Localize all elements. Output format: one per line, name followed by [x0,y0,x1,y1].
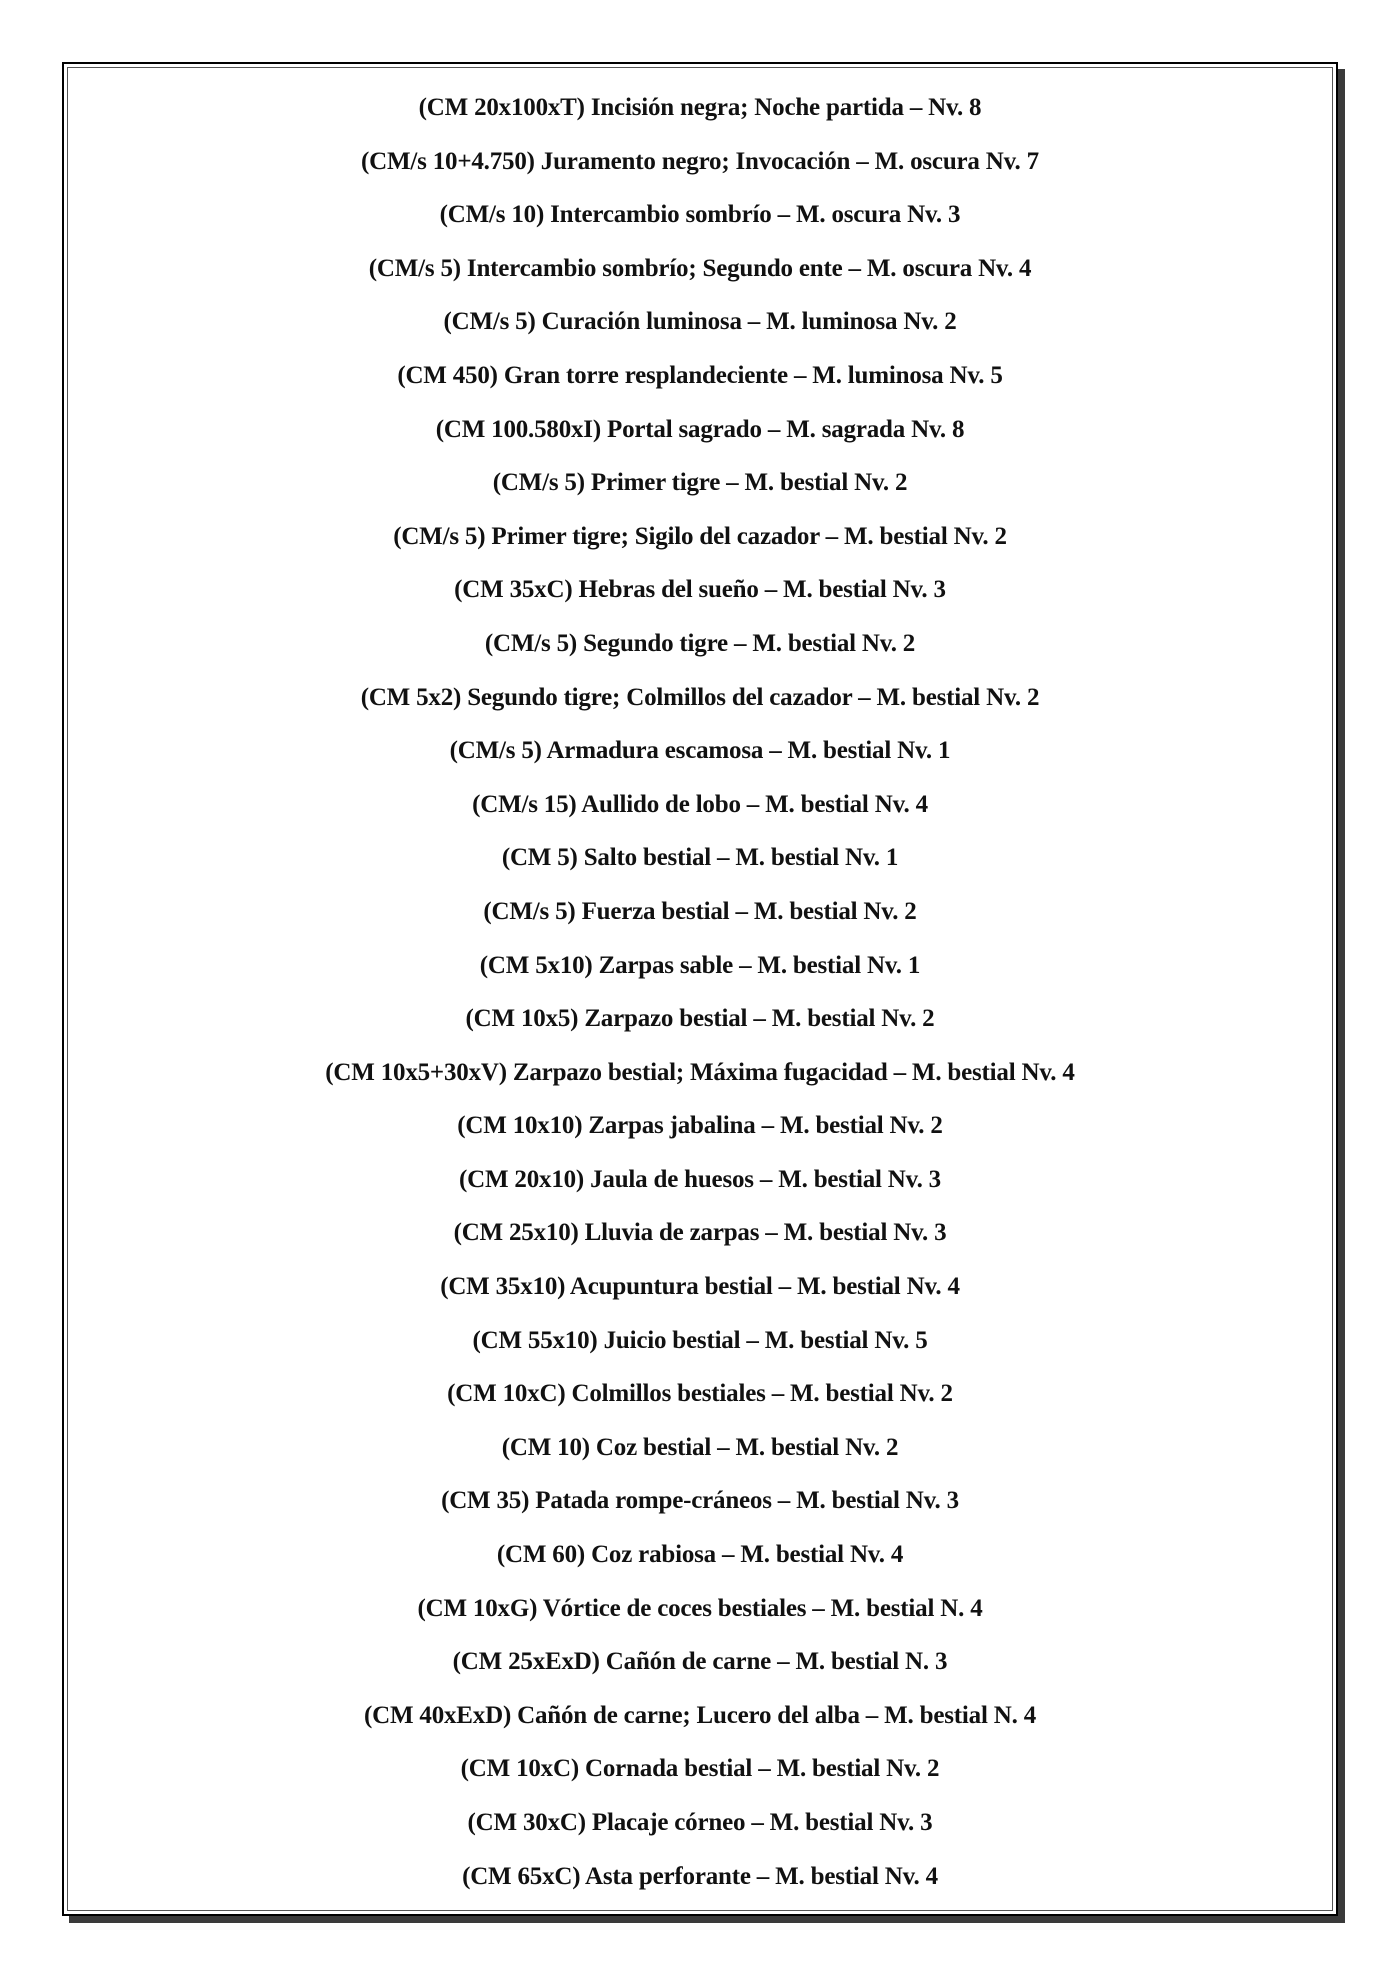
spell-line: (CM 55x10) Juicio bestial – M. bestial Nv. 5 [472,1326,928,1354]
spell-line: (CM/s 15) Aullido de lobo – M. bestial Nv. 4 [472,790,928,818]
spell-line: (CM 450) Gran torre resplandeciente – M. luminosa Nv. 5 [397,361,1003,389]
spell-line: (CM 10xC) Cornada bestial – M. bestial Nv. 2 [460,1755,940,1783]
spell-line: (CM 35x10) Acupuntura bestial – M. bestial Nv. 4 [440,1273,960,1301]
spell-line: (CM 35) Patada rompe-cráneos – M. bestial Nv. 3 [441,1487,959,1515]
spell-line: (CM 20x100xT) Incisión negra; Noche partida – Nv. 8 [418,94,982,121]
spell-line: (CM 100.580xI) Portal sagrado – M. sagrada Nv. 8 [435,415,965,443]
spell-line: (CM/s 5) Segundo tigre – M. bestial Nv. 2 [484,629,916,657]
spell-line: (CM 25x10) Lluvia de zarpas – M. bestial Nv. 3 [453,1219,947,1247]
spell-line: (CM/s 10+4.750) Juramento negro; Invocación – M. oscura Nv. 7 [361,147,1039,175]
spell-line: (CM/s 5) Primer tigre; Sigilo del cazador – M. bestial Nv. 2 [393,522,1007,550]
spell-line: (CM 10) Coz bestial – M. bestial Nv. 2 [501,1433,899,1461]
spell-line: (CM/s 5) Fuerza bestial – M. bestial Nv. 2 [483,897,917,925]
spell-line: (CM 10xG) Vórtice de coces bestiales – M. bestial N. 4 [417,1594,983,1622]
spell-line: (CM/s 10) Intercambio sombrío – M. oscura Nv. 3 [439,201,961,229]
spell-line: (CM/s 5) Armadura escamosa – M. bestial Nv. 1 [449,737,951,765]
spell-line: (CM 20x10) Jaula de huesos – M. bestial Nv. 3 [459,1165,941,1193]
spell-line: (CM/s 5) Curación luminosa – M. luminosa Nv. 2 [443,308,957,336]
spell-line: (CM/s 5) Intercambio sombrío; Segundo ente – M. oscura Nv. 4 [368,254,1032,282]
spell-line: (CM 10x10) Zarpas jabalina – M. bestial Nv. 2 [457,1112,943,1140]
spell-line: (CM 10x5) Zarpazo bestial – M. bestial Nv. 2 [465,1005,935,1033]
spell-line: (CM 60) Coz rabiosa – M. bestial Nv. 4 [496,1541,904,1569]
spell-line: (CM 10x5+30xV) Zarpazo bestial; Máxima fugacidad – M. bestial Nv. 4 [325,1058,1075,1086]
page-frame [62,62,1338,1916]
spell-line: (CM 5x10) Zarpas sable – M. bestial Nv. 1 [479,951,921,979]
spell-line: (CM 40xExD) Cañón de carne; Lucero del alba – M. bestial N. 4 [363,1701,1037,1729]
spell-line: (CM 25xExD) Cañón de carne – M. bestial N. 3 [452,1648,948,1676]
spell-line: (CM 65xC) Asta perforante – M. bestial Nv. 4 [462,1862,938,1890]
spell-line: (CM 35xC) Hebras del sueño – M. bestial Nv. 3 [454,576,946,604]
spell-line: (CM 5x2) Segundo tigre; Colmillos del cazador – M. bestial Nv. 2 [360,683,1040,711]
spell-line: (CM 10xC) Colmillos bestiales – M. bestial Nv. 2 [447,1380,953,1408]
spell-line: (CM 5) Salto bestial – M. bestial Nv. 1 [501,844,899,872]
spell-list [64,81,1336,1903]
spell-line: (CM 30xC) Placaje córneo – M. bestial Nv. 3 [467,1809,933,1836]
spell-line: (CM/s 5) Primer tigre – M. bestial Nv. 2 [492,469,908,497]
